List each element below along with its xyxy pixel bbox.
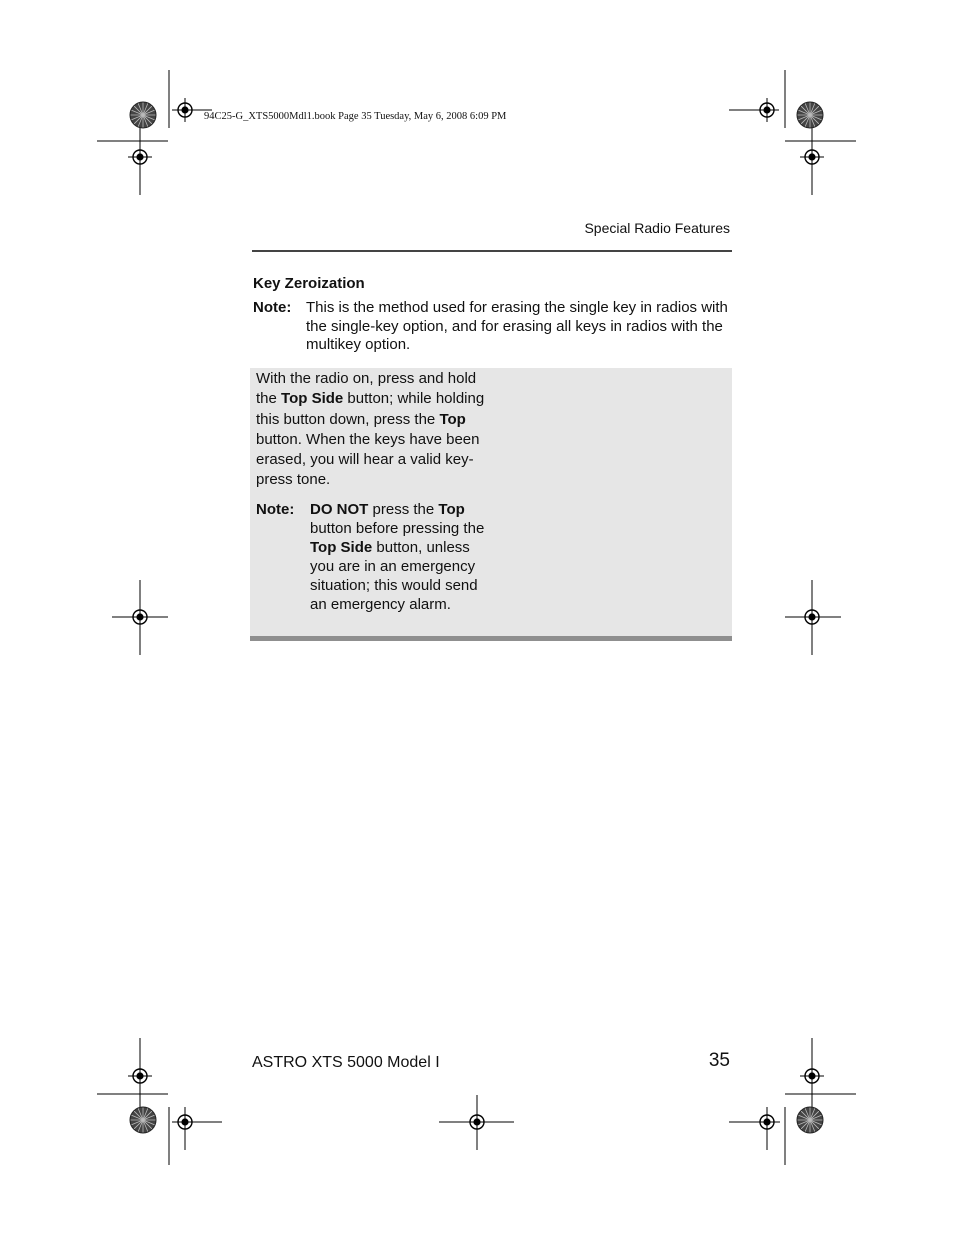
- note-label: Note:: [256, 501, 295, 518]
- header-rule: [252, 250, 732, 252]
- note-text-run: button, unless you are in an emergency situation; this would send an emergency alarm.: [310, 539, 478, 613]
- note-text: This is the method used for erasing the single key in radios with the single-key option, and for erasing all keys in radios with the multikey option.: [306, 299, 728, 353]
- note-text: [310, 500, 496, 614]
- note-label: Note:: [253, 299, 292, 316]
- footer-title: ASTRO XTS 5000 Model I: [252, 1054, 440, 1071]
- note-button-name: Top: [438, 501, 465, 518]
- intro-note: [253, 299, 733, 355]
- step-text: button. When the keys have been erased, you will hear a valid key-press tone.: [256, 430, 480, 489]
- step-text: With the radio on, press and hold the: [256, 370, 477, 408]
- note-button-name: Top Side: [310, 539, 373, 556]
- step-button-name: Top: [439, 410, 466, 428]
- section-title: Key Zeroization: [253, 275, 365, 292]
- procedure-step: [256, 369, 496, 491]
- running-head: Special Radio Features: [584, 220, 730, 236]
- note-text-run: button before pressing the: [310, 520, 485, 537]
- note-text-run: press the: [368, 501, 439, 518]
- page-number: 35: [708, 1050, 730, 1071]
- step-text: button; while holding this button down, press the: [256, 390, 485, 428]
- warning-emphasis: DO NOT: [310, 501, 369, 518]
- print-info-line: 94C25-G_XTS5000Mdl1.book Page 35 Tuesday, May 6, 2008 6:09 PM: [204, 111, 507, 122]
- procedure-note: [256, 500, 496, 614]
- procedure-bottom-rule: [250, 636, 732, 641]
- step-button-name: Top Side: [281, 390, 344, 408]
